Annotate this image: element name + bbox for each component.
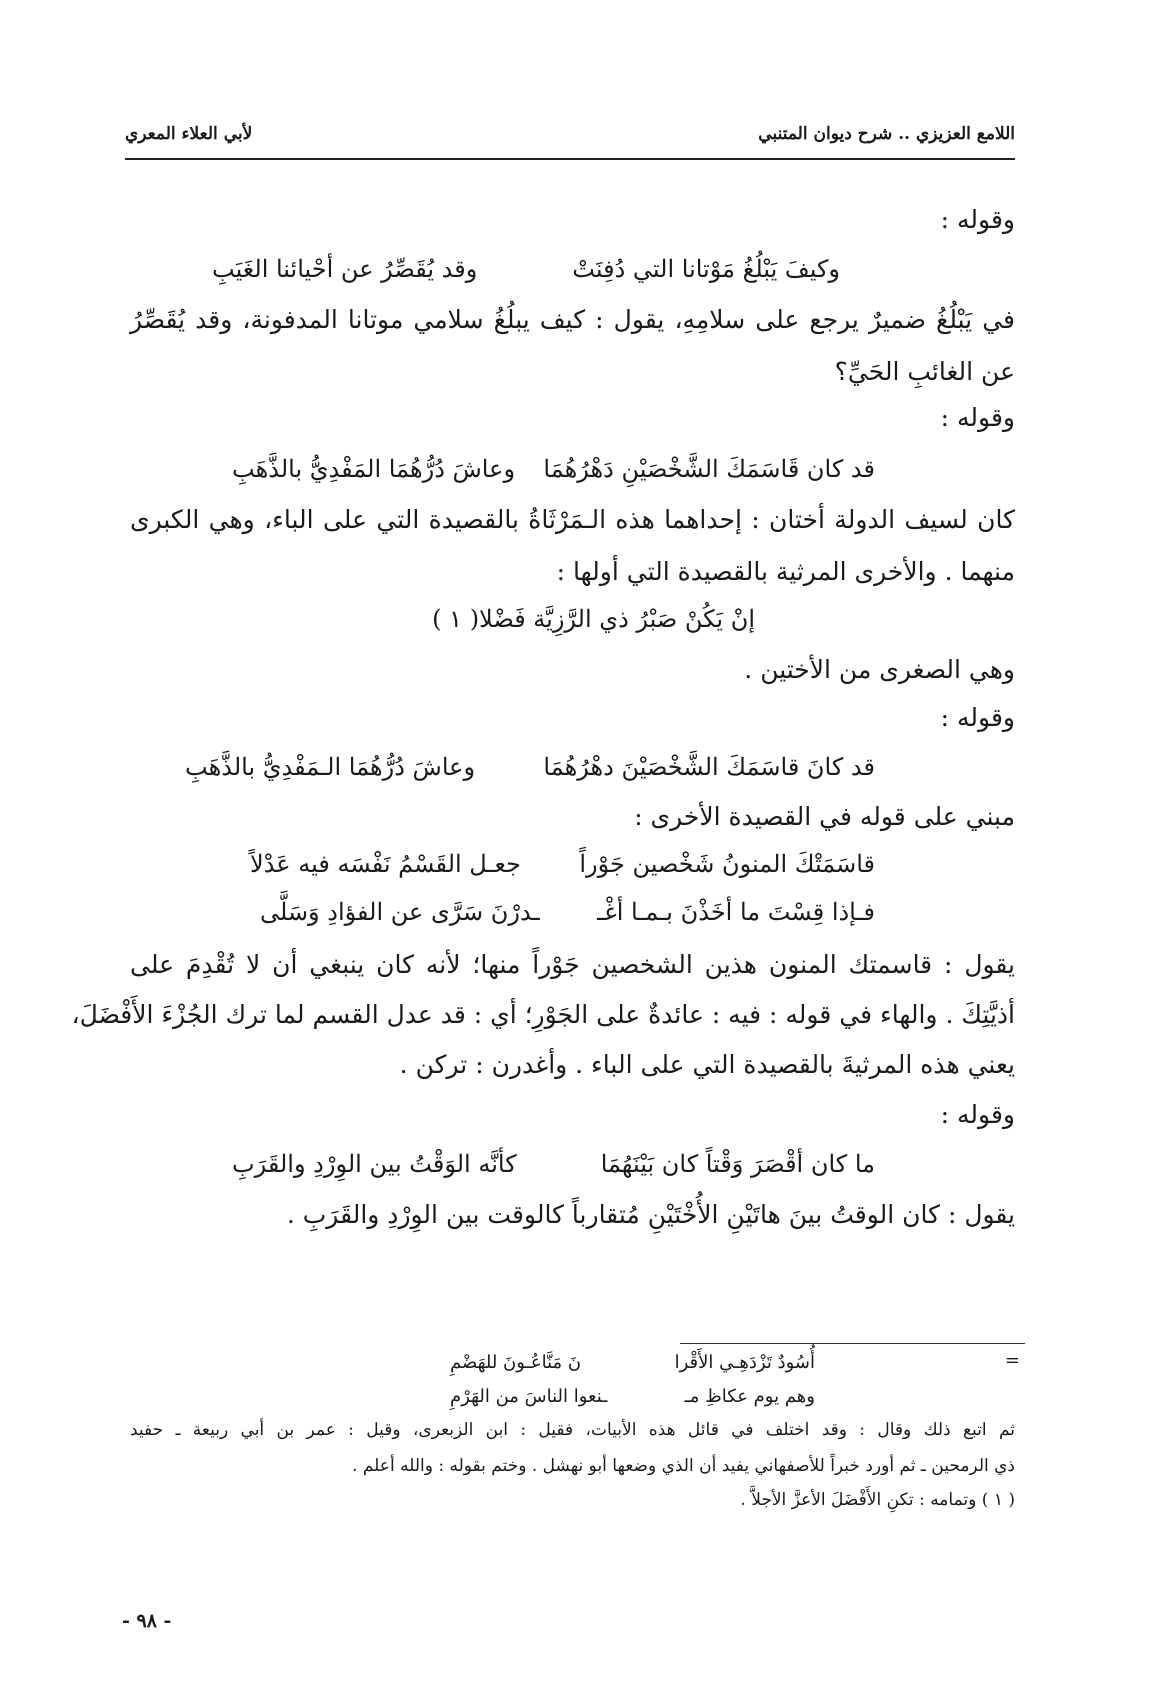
footnote-line: ذي الرمحين ـ ثم أورد خبراً للأصفهاني يفيد أن الذي وضعها أبو نهشل . وختم بقوله : والله أعلم . <box>352 1456 1015 1476</box>
footnote-verse-2-second: ـنعوا الناسَ من الهَرْمِ <box>450 1386 608 1407</box>
page-number: - ٩٨ - <box>122 1610 172 1632</box>
footnote-continuation-marker: = <box>1004 1350 1020 1371</box>
running-header <box>125 118 1015 158</box>
verse-2-second-hemistich: وعاشَ دُرُّهُمَا المَفْدِيُّ بالذَّهَبِ <box>232 455 516 483</box>
header-author: لأبي العلاء المعري <box>125 124 253 144</box>
paragraph-line: كان لسيف الدولة أختان : إحداهما هذه الـمَرْثَاةُ بالقصيدة التي على الباء، وهي الكبرى <box>130 505 1015 534</box>
label-qawluh: وقوله : <box>940 1100 1015 1129</box>
footnote-verse-2-first: وهم يوم عكاظِ مـ <box>684 1386 815 1407</box>
header-book-title: اللامع العزيزي .. شرح ديوان المتنبي <box>758 124 1015 144</box>
verse-3-first-hemistich: قد كانَ قاسَمَكَ الشَّخْصَيْنَ دهْرُهُمَا <box>543 753 875 781</box>
paragraph-line: يعني هذه المرثيةَ بالقصيدة التي على الباء . وأغدرن : تركن . <box>399 1050 1015 1079</box>
label-qawluh: وقوله : <box>940 403 1015 432</box>
paragraph-line: مبني على قوله في القصيدة الأخرى : <box>634 802 1015 831</box>
verse-5-first-hemistich: فـإذا قِسْتَ ما أخَذْنَ بـمـا أغْـ <box>597 898 875 926</box>
footnote-rule <box>680 1343 1025 1344</box>
verse-3-second-hemistich: وعاشَ دُرُّهُمَا الـمَفْدِيُّ بالذَّهَبِ <box>185 753 476 781</box>
verse-5-second-hemistich: ـدرْنَ سَرَّى عن الفؤادِ وَسَلَّى <box>260 898 540 926</box>
verse-6-first-hemistich: ما كان أقْصَرَ وَقْتاً كان بَيْنَهُمَا <box>600 1150 875 1178</box>
paragraph-line: وهي الصغرى من الأختين . <box>744 655 1015 684</box>
verse-6-second-hemistich: كأنَّه الوَقْتُ بين الوِرْدِ والقَرَبِ <box>232 1150 517 1178</box>
label-qawluh: وقوله : <box>940 205 1015 234</box>
footnote-verse-1-second: نَ مَنَّاعُـونَ للهَضْمِ <box>450 1352 582 1373</box>
paragraph-line: يقول : قاسمتك المنون هذين الشخصين جَوْراً منها؛ لأنه كان ينبغي أن لا تُقْدِمَ على <box>130 950 1015 979</box>
verse-1-first-hemistich: وكيفَ يَبْلُغُ مَوْتانا التي دُفِنَتْ <box>572 255 840 283</box>
footnote-verse-1-first: أُسُودٌ تَزْدَهِـي الأَقْرا <box>674 1352 815 1373</box>
footnote-line: ثم اتبع ذلك وقال : وقد اختلف في قائل هذه الأبيات، فقيل : ابن الزبعرى، وقيل : عمر بن أبي ربيعة ـ حفيد <box>130 1420 1015 1440</box>
paragraph-line: عن الغائبِ الحَيِّ؟ <box>834 357 1015 386</box>
verse-4-first-hemistich: قاسَمَتْكَ المنونُ شَخْصين جَوْراً <box>579 850 875 878</box>
verse-1-second-hemistich: وقد يُقَصِّرُ عن أحْيائنا الغَيَبِ <box>212 255 478 283</box>
quoted-hemistich: إنْ يَكُنْ صَبْرُ ذي الرَّزِيَّة فَضْلا( ١ ) <box>432 605 755 633</box>
paragraph-line: يقول : كان الوقتُ بينَ هاتَيْنِ الأُخْتَيْنِ مُتقارباً كالوقت بين الوِرْدِ والقَرَبِ . <box>286 1200 1015 1229</box>
paragraph-line: أذيَّتِكَ . والهاء في قوله : فيه : عائدةٌ على الجَوْرِ؛ أي : قد عدل القسم لما ترك الجُزْءَ الأَفْضَلَ، <box>71 1000 1015 1029</box>
paragraph-line: منهما . والأخرى المرثية بالقصيدة التي أولها : <box>556 557 1015 586</box>
label-qawluh: وقوله : <box>940 703 1015 732</box>
verse-2-first-hemistich: قد كان قَاسَمَكَ الشَّخْصَيْنِ دَهْرُهُمَا <box>543 455 875 483</box>
footnote-1: ( ١ ) وتمامه : تكنِ الأَفْضَلَ الأعزَّ الأجلاَّ . <box>740 1490 1015 1510</box>
verse-4-second-hemistich: جعـل القَسْمُ نَفْسَه فيه عَدْلاً <box>250 850 521 878</box>
paragraph-line: في يَبْلُغُ ضميرٌ يرجع على سلامِهِ، يقول : كيف يبلُغُ سلامي موتانا المدفونة، وقد يُقَصِّرُ <box>130 305 1015 334</box>
header-rule <box>125 158 1015 160</box>
